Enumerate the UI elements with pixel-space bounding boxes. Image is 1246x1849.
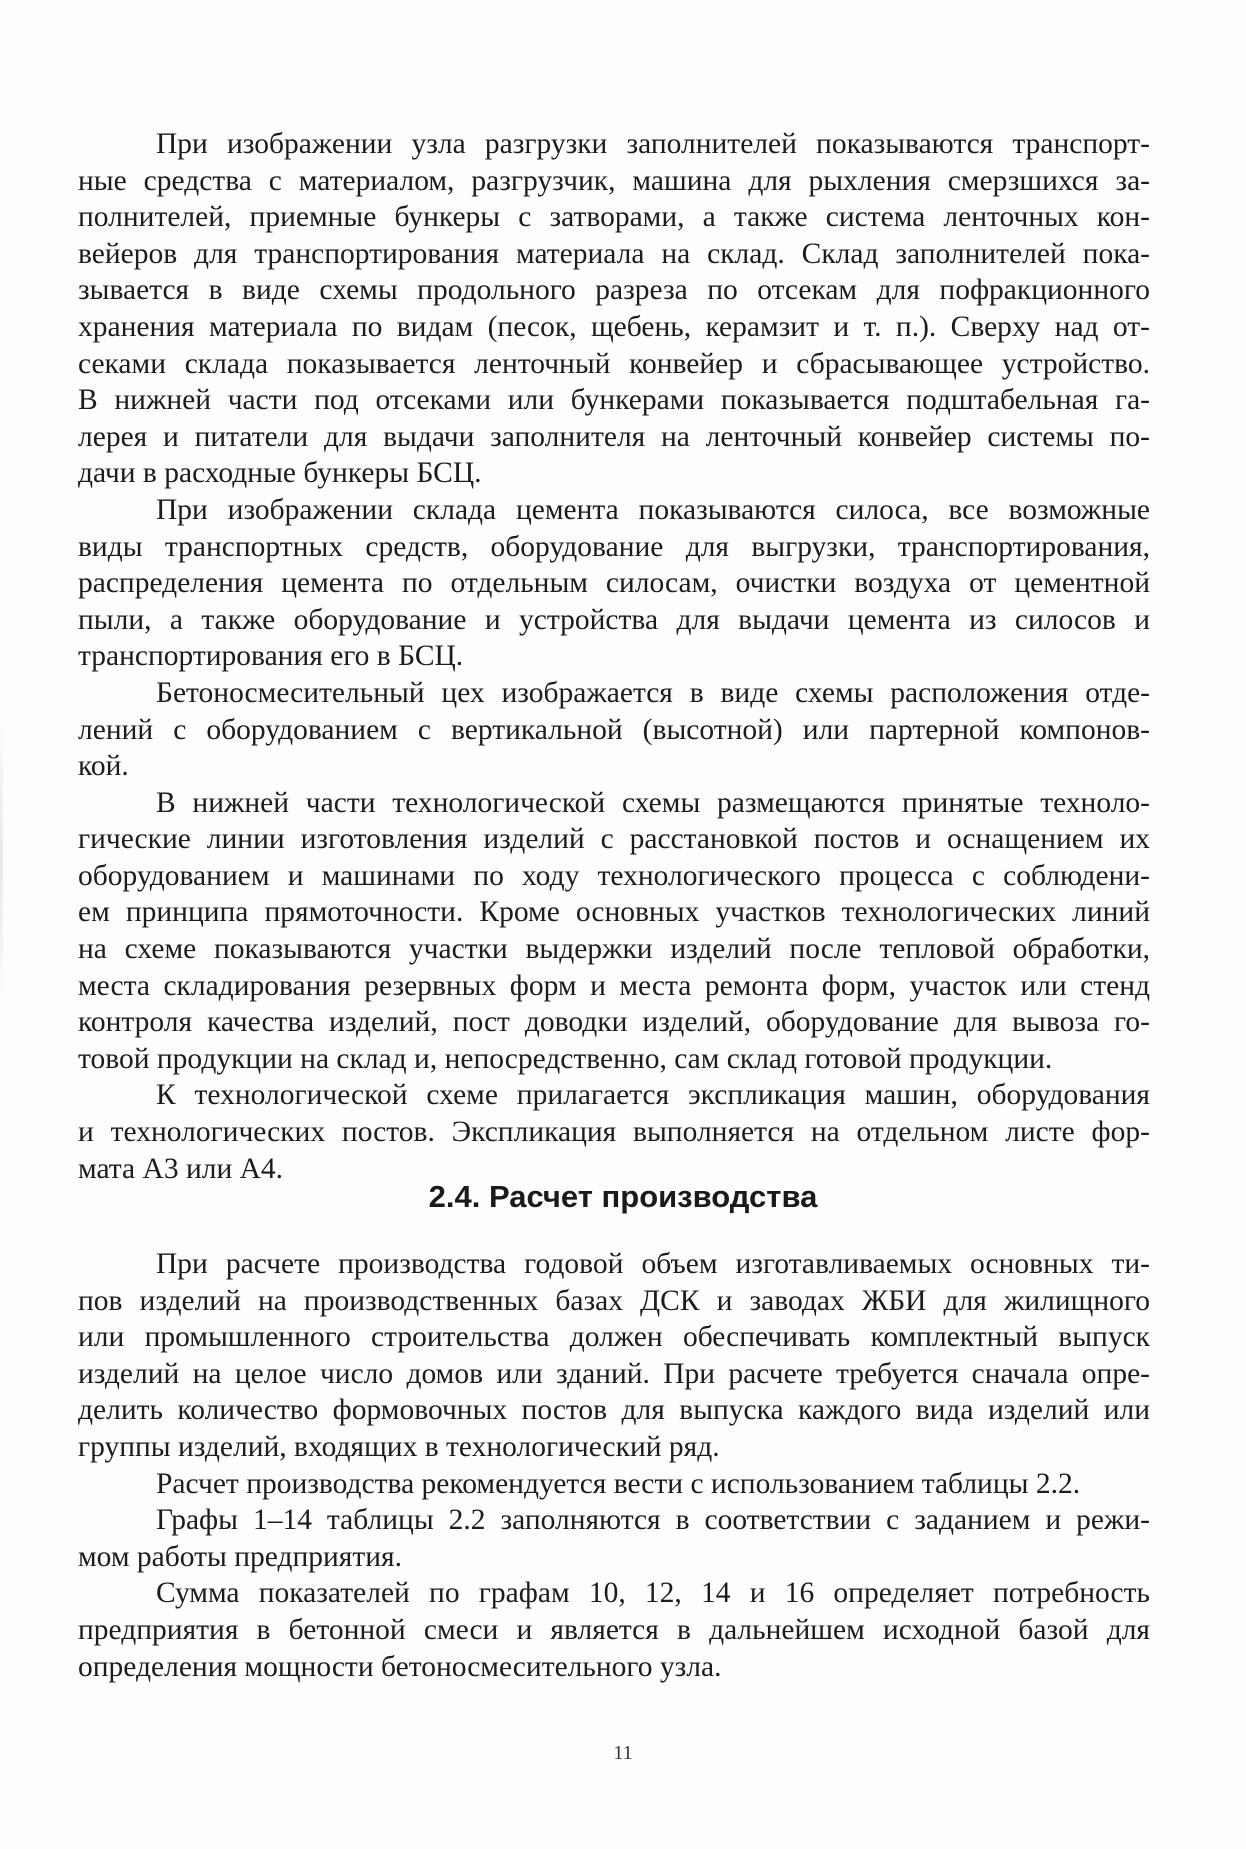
text-line: места складирования резервных форм и места ремонта форм, участок или стенд — [78, 969, 1150, 1002]
text-line: дачи в расходные бункеры БСЦ. — [78, 457, 482, 490]
text-line: определения мощности бетоносмесительного узла. — [78, 1650, 722, 1683]
text-line: товой продукции на склад и, непосредственно, сам склад готовой продукции. — [78, 1042, 1053, 1075]
text-line: пов изделий на производственных базах ДСК и заводах ЖБИ для жилищного — [78, 1284, 1150, 1317]
paragraph — [78, 1077, 1150, 1187]
text-line: Расчет производства рекомендуется вести с использованием таблицы 2.2. — [156, 1467, 1081, 1500]
body-text-section-1 — [78, 126, 1150, 1187]
text-line: Графы 1–14 таблицы 2.2 заполняются в соответствии с заданием и режи- — [156, 1504, 1150, 1537]
text-line: предприятия в бетонной смеси и является в дальнейшем исходной базой для — [78, 1613, 1150, 1646]
text-line: группы изделий, входящих в технологический ряд. — [78, 1430, 720, 1463]
text-line: кой. — [78, 750, 129, 783]
text-line: ные средства с материалом, разгрузчик, машина для рыхления смерзшихся за- — [78, 164, 1150, 197]
paragraph — [78, 1575, 1150, 1685]
text-line: Бетоносмесительный цех изображается в виде схемы расположения отде- — [156, 676, 1150, 709]
text-line: В нижней части под отсеками или бункерами показывается подштабельная га- — [78, 384, 1150, 417]
text-line: зывается в виде схемы продольного разреза по отсекам для пофракционного — [78, 274, 1150, 307]
text-line: При расчете производства годовой объем изготавливаемых основных ти- — [156, 1248, 1150, 1280]
text-line: распределения цемента по отдельным силосам, очистки воздуха от цементной — [78, 567, 1150, 600]
text-line: изделий на целое число домов или зданий. При расчете требуется сначала опре- — [78, 1357, 1150, 1390]
text-line: лерея и питатели для выдачи заполнителя на ленточный конвейер системы по- — [78, 420, 1150, 453]
text-line: ем принципа прямоточности. Кроме основных участков технологических линий — [78, 896, 1150, 929]
text-line: или промышленного строительства должен обеспечивать комплектный выпуск — [78, 1321, 1150, 1354]
paragraph — [78, 1502, 1150, 1575]
paragraph — [78, 1466, 1150, 1503]
text-line: транспортирования его в БСЦ. — [78, 640, 464, 673]
text-line: пыли, а также оборудование и устройства для выдачи цемента из силосов и — [78, 603, 1150, 636]
text-line: полнителей, приемные бункеры с затворами, а также система ленточных кон- — [78, 201, 1150, 234]
text-line: на схеме показываются участки выдержки изделий после тепловой обработки, — [78, 933, 1150, 966]
text-line: оборудованием и машинами по ходу технологического процесса с соблюдени- — [78, 859, 1150, 892]
text-line: виды транспортных средств, оборудование для выгрузки, транспортирования, — [78, 530, 1150, 563]
text-line: мата А3 или А4. — [78, 1152, 284, 1185]
text-line: Сумма показателей по графам 10, 12, 14 и 16 определяет потребность — [156, 1577, 1150, 1610]
text-line: вейеров для транспортирования материала на склад. Склад заполнителей пока- — [78, 237, 1150, 270]
text-line: мом работы предприятия. — [78, 1540, 402, 1573]
text-line: контроля качества изделий, пост доводки изделий, оборудование для вывоза го- — [78, 1006, 1150, 1039]
text-line: В нижней части технологической схемы размещаются принятые техноло- — [156, 786, 1150, 819]
text-line: лений с оборудованием с вертикальной (высотной) или партерной компонов- — [78, 713, 1150, 746]
scan-edge-shadow — [0, 700, 3, 1020]
page-number: 11 — [613, 1742, 633, 1764]
text-line: делить количество формовочных постов для выпуска каждого вида изделий или — [78, 1394, 1150, 1427]
paragraph — [78, 1246, 1150, 1466]
body-text-section-2 — [78, 1246, 1150, 1685]
text-line: гические линии изготовления изделий с расстановкой постов и оснащением их — [78, 823, 1150, 856]
paragraph — [78, 785, 1150, 1078]
text-line: При изображении узла разгрузки заполнителей показываются транспорт- — [156, 128, 1150, 160]
text-line: При изображении склада цемента показываются силоса, все возможные — [156, 493, 1150, 526]
text-line: секами склада показывается ленточный конвейер и сбрасывающее устройство. — [78, 347, 1150, 380]
text-line: хранения материала по видам (песок, щебень, керамзит и т. п.). Сверху над от- — [78, 310, 1150, 343]
paragraph — [78, 492, 1150, 675]
text-line: К технологической схеме прилагается экспликация машин, оборудования — [156, 1079, 1150, 1112]
paragraph — [78, 675, 1150, 785]
text-line: и технологических постов. Экспликация выполняется на отдельном листе фор- — [78, 1116, 1150, 1149]
paragraph — [78, 126, 1150, 492]
section-heading: 2.4. Расчет производства — [428, 1179, 818, 1214]
